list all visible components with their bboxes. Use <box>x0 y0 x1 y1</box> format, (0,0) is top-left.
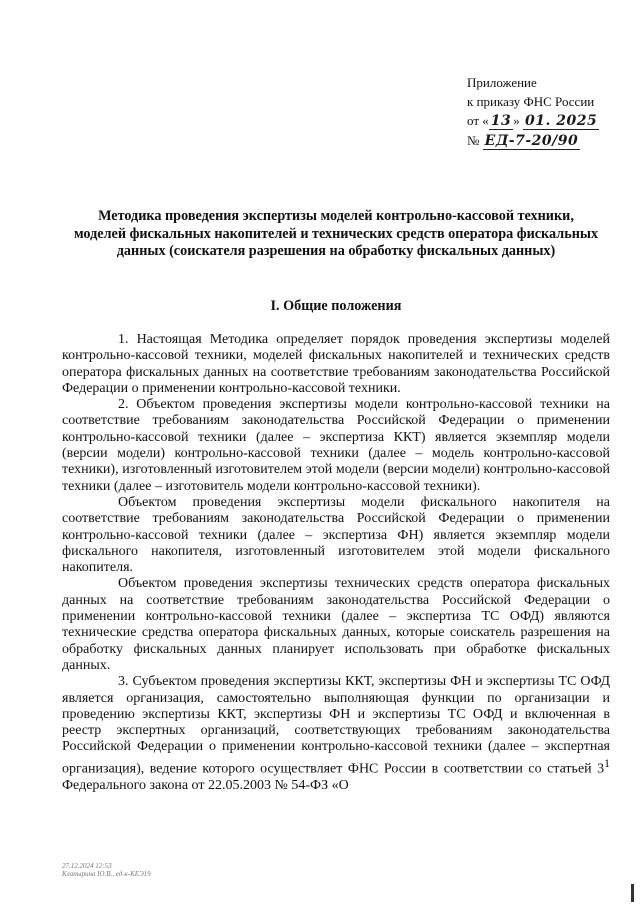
document-body <box>62 332 610 794</box>
paragraph-4: Объектом проведения экспертизы технических средств оператора фискальных данных на соответствие требованиям законодательства Российской Федерации о применении контрольно-кассовой техники (далее – экспертиза ТС ОФД) являются технические средства оператора фискальных данных, которые соискатель разрешения на обработку фискальных данных планирует использовать при обработке фискальных данных. <box>62 576 610 673</box>
date-month-year: 01. 2025 <box>525 113 598 129</box>
approval-date-line <box>467 111 627 131</box>
paragraph-5-tail: Федерального закона от 22.05.2003 № 54-ФЗ «О <box>62 777 349 793</box>
date-prefix: от « <box>467 113 489 128</box>
approval-line-order: к приказу ФНС России <box>467 94 595 109</box>
footer-timestamp: 27.12.2024 12:53 <box>62 862 112 870</box>
approval-stamp <box>467 73 627 151</box>
paragraph-1: 1. Настоящая Методика определяет порядок проведения экспертизы моделей контрольно-кассовой техники, моделей фискальных накопителей и технических средств оператора фискальных данных на соответствие требованиям законодательства Российской Федерации о применении контрольно-кассовой техники. <box>62 332 610 396</box>
footer-author: Клапырина Ю.В., ед-к-КЕЭ19 <box>62 870 151 878</box>
order-number: ЕД-7-20/90 <box>484 133 579 149</box>
section-heading: I. Общие положения <box>270 298 402 314</box>
approval-number-line <box>467 131 627 151</box>
paragraph-5-text: 3. Субъектом проведения экспертизы ККТ, экспертизы ФН и экспертизы ТС ОФД является организация, самостоятельно выполняющая функции по организации и проведению экспертизы ККТ, экспертизы ФН и экспертизы ТС ОФД и включенная в реестр экспертных организаций, соответствующих требованиям законодательства Российской Федерации о применении контрольно-кассовой техники (далее – экспертная организация), ведение которого осуществляет ФНС России в соответствии со статьей 3 <box>62 674 610 777</box>
document-title: Методика проведения экспертизы моделей контрольно-кассовой техники, моделей фискальных накопителей и технических средств оператора фискальных данных (соискателя разрешения на обработку фискальных данных) <box>73 208 599 259</box>
paragraph-5 <box>62 674 610 794</box>
paragraph-3: Объектом проведения экспертизы модели фискального накопителя на соответствие требованиям законодательства Российской Федерации о применении контрольно-кассовой техники (далее – экспертиза ФН) является экземпляр модели фискального накопителя, изготовленный изготовителем этой модели фискального накопителя. <box>62 494 610 576</box>
date-sep: » <box>513 113 520 128</box>
article-superscript: 1 <box>604 756 610 770</box>
approval-line-appendix: Приложение <box>467 75 537 90</box>
print-footer <box>62 862 151 878</box>
date-day: 13 <box>490 113 512 129</box>
number-prefix: № <box>467 133 480 148</box>
paragraph-2: 2. Объектом проведения экспертизы модели контрольно-кассовой техники на соответствие требованиям законодательства Российской Федерации о применении контрольно-кассовой техники (далее – экспертиза ККТ) является экземпляр модели (версии модели) контрольно-кассовой техники (далее – модель контрольно-кассовой техники), изготовленный изготовителем этой модели (версии модели) контрольно-кассовой техники (далее – изготовитель модели контрольно-кассовой техники). <box>62 397 610 494</box>
scan-edge-mark <box>631 884 634 902</box>
